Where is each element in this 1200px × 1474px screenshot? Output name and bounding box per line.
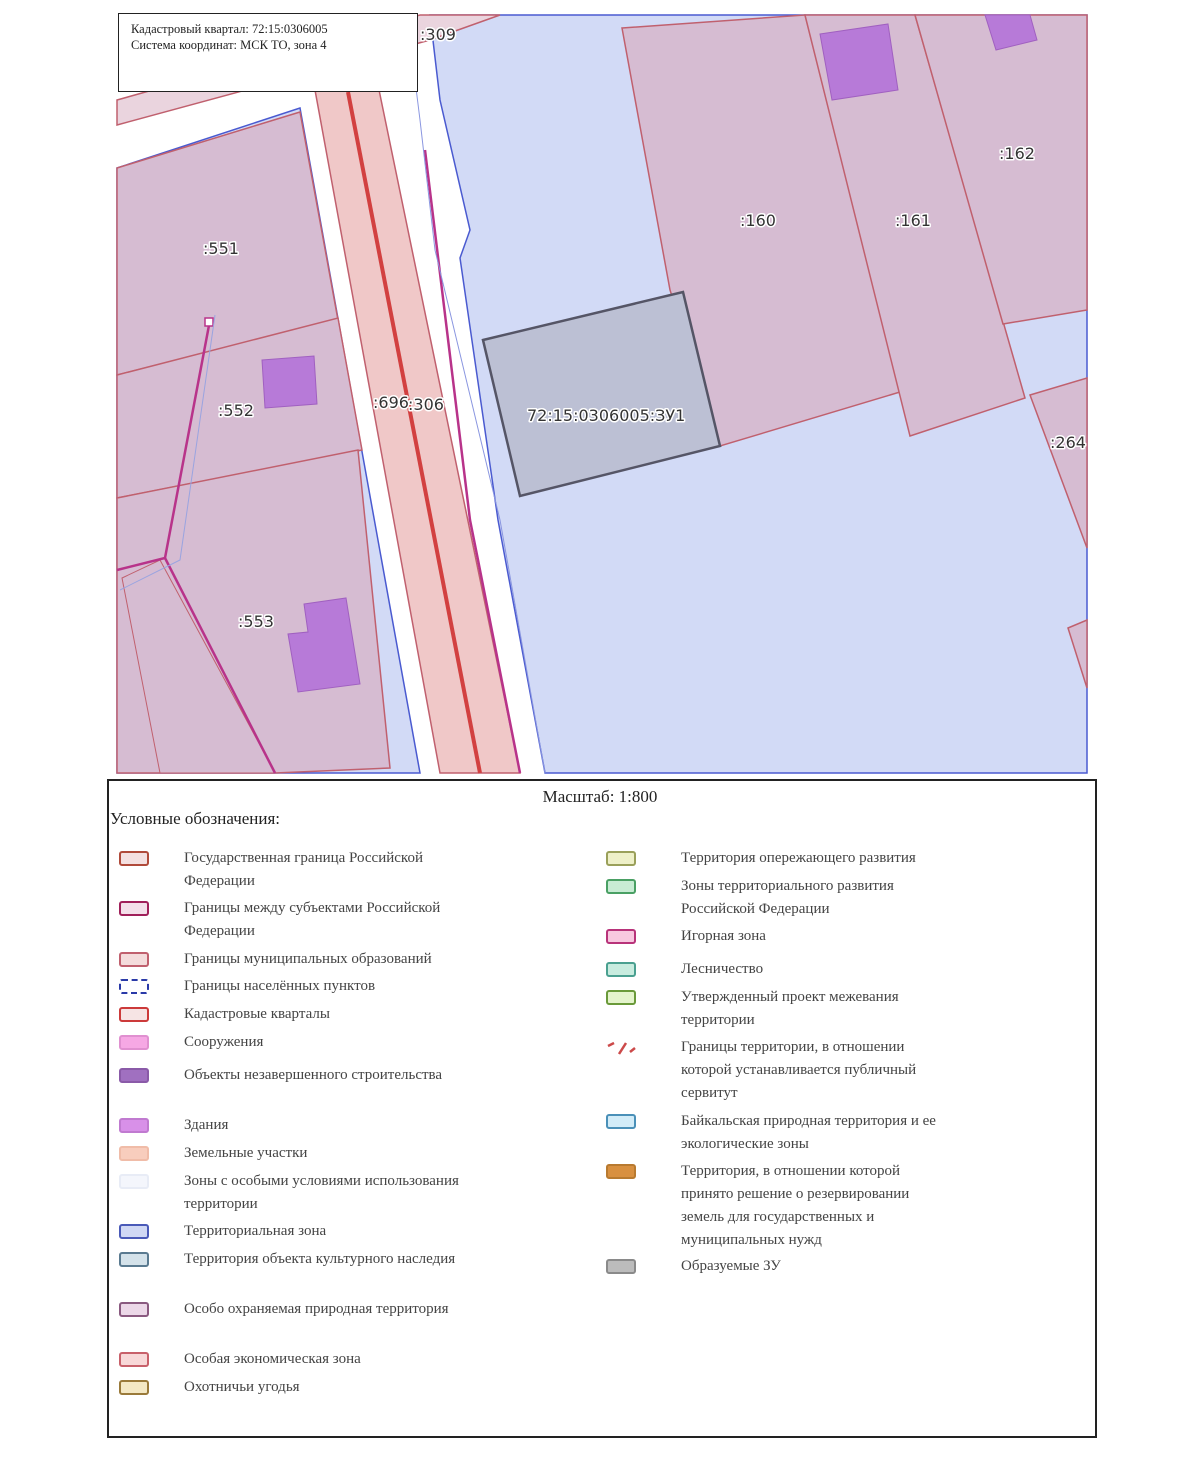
cadastral-map[interactable] <box>107 2 1097 781</box>
legend-item <box>119 1035 149 1050</box>
legend-symbol <box>606 1259 636 1274</box>
legend-item <box>119 1118 149 1133</box>
legend-label: Территориальная зона <box>184 1223 327 1239</box>
legend-item <box>119 1068 149 1083</box>
legend-label: Территория объекта культурного наследия <box>184 1251 456 1267</box>
legend-label: Зоны с особыми условиями использования территории <box>184 1173 459 1212</box>
legend-item <box>119 1380 149 1395</box>
coordinate-system: Система координат: МСК ТО, зона 4 <box>131 38 327 52</box>
label-553: :553 <box>238 612 274 631</box>
legend-symbol <box>606 990 636 1005</box>
legend-title: Условные обозначения: <box>110 809 281 828</box>
legend-symbol <box>119 1007 149 1022</box>
legend-item <box>606 1114 636 1129</box>
legend-item <box>606 879 636 894</box>
legend-item <box>119 1007 149 1022</box>
map-info-box <box>118 13 418 92</box>
legend-label: Зоны территориального развития Российской Федерации <box>681 878 894 917</box>
legend-item <box>606 962 636 977</box>
legend-symbol <box>119 1174 149 1189</box>
legend-label: Границы территории, в отношении которой устанавливается публичный сервитут <box>681 1039 917 1101</box>
legend-item <box>119 901 149 916</box>
legend-item <box>119 1352 149 1367</box>
legend-label: Утвержденный проект межевания территории <box>681 989 899 1028</box>
legend-label: Образуемые ЗУ <box>681 1258 781 1274</box>
legend-item <box>606 1164 636 1179</box>
label-306: :306 <box>408 395 444 414</box>
legend-label: Особая экономическая зона <box>184 1351 361 1367</box>
legend-label: Лесничество <box>681 961 764 977</box>
legend-symbol <box>119 1035 149 1050</box>
label-161: :161 <box>895 211 931 230</box>
legend-symbol <box>606 1114 636 1129</box>
legend-label: Охотничьи угодья <box>184 1379 300 1395</box>
map-canvas <box>107 2 1097 781</box>
legend-symbol <box>119 1224 149 1239</box>
legend-label: Кадастровые кварталы <box>184 1006 330 1022</box>
legend-symbol <box>119 1252 149 1267</box>
legend-symbol <box>119 1068 149 1083</box>
legend-symbol <box>606 929 636 944</box>
legend-symbol <box>119 1352 149 1367</box>
legend-symbol <box>606 1040 636 1061</box>
legend-symbol <box>606 1164 636 1179</box>
legend-item <box>119 1146 149 1161</box>
legend-label: Игорная зона <box>681 928 766 944</box>
legend-item <box>119 1252 149 1267</box>
legend-label: Сооружения <box>184 1034 264 1050</box>
legend-symbol <box>119 952 149 967</box>
building-552 <box>262 356 317 408</box>
legend-item <box>119 952 149 967</box>
map-scale: Масштаб: 1:800 <box>542 787 658 806</box>
legend-symbol <box>119 1118 149 1133</box>
legend-item <box>606 990 636 1005</box>
label-264: :264 <box>1050 433 1086 452</box>
legend-symbol <box>119 1146 149 1161</box>
legend-symbol <box>606 879 636 894</box>
label-552: :552 <box>218 401 254 420</box>
legend-symbol <box>606 962 636 977</box>
legend-symbol <box>119 979 149 994</box>
legend-label: Границы муниципальных образований <box>184 951 432 967</box>
legend-symbol <box>606 851 636 866</box>
legend-item <box>119 851 149 866</box>
legend-label: Байкальская природная территория и ее экологические зоны <box>681 1113 936 1152</box>
legend-label: Земельные участки <box>184 1145 308 1161</box>
legend-label: Объекты незавершенного строительства <box>184 1067 443 1083</box>
legend-item <box>119 1174 149 1189</box>
label-162: :162 <box>999 144 1035 163</box>
legend-item <box>606 1259 636 1274</box>
legend-symbol <box>119 901 149 916</box>
legend-label: Здания <box>184 1117 229 1133</box>
legend-item <box>606 929 636 944</box>
legend-item <box>119 1302 149 1317</box>
building-160 <box>820 24 898 100</box>
legend-symbol <box>119 851 149 866</box>
label-309: :309 <box>420 25 456 44</box>
legend-label: Особо охраняемая природная территория <box>184 1301 449 1317</box>
label-551: :551 <box>203 239 239 258</box>
legend-item <box>606 1040 636 1061</box>
label-160: :160 <box>740 211 776 230</box>
legend-item <box>119 1224 149 1239</box>
legend-symbol <box>119 1302 149 1317</box>
label-zu1: 72:15:0306005:ЗУ1 <box>527 406 686 425</box>
legend-symbol <box>119 1380 149 1395</box>
legend-label: Территория опережающего развития <box>681 850 916 866</box>
legend-item <box>606 851 636 866</box>
cadastral-quarter: Кадастровый квартал: 72:15:0306005 <box>131 22 328 36</box>
legend-label: Территория, в отношении которой принято решение о резервировании земель для государственных и муниципальных нужд <box>681 1163 910 1248</box>
legend-label: Государственная граница Российской Федерации <box>184 850 423 889</box>
legend-label: Границы между субъектами Российской Федерации <box>184 900 441 939</box>
label-696: :696 <box>373 393 409 412</box>
legend-label: Границы населённых пунктов <box>184 978 376 994</box>
legend-item <box>119 979 149 994</box>
